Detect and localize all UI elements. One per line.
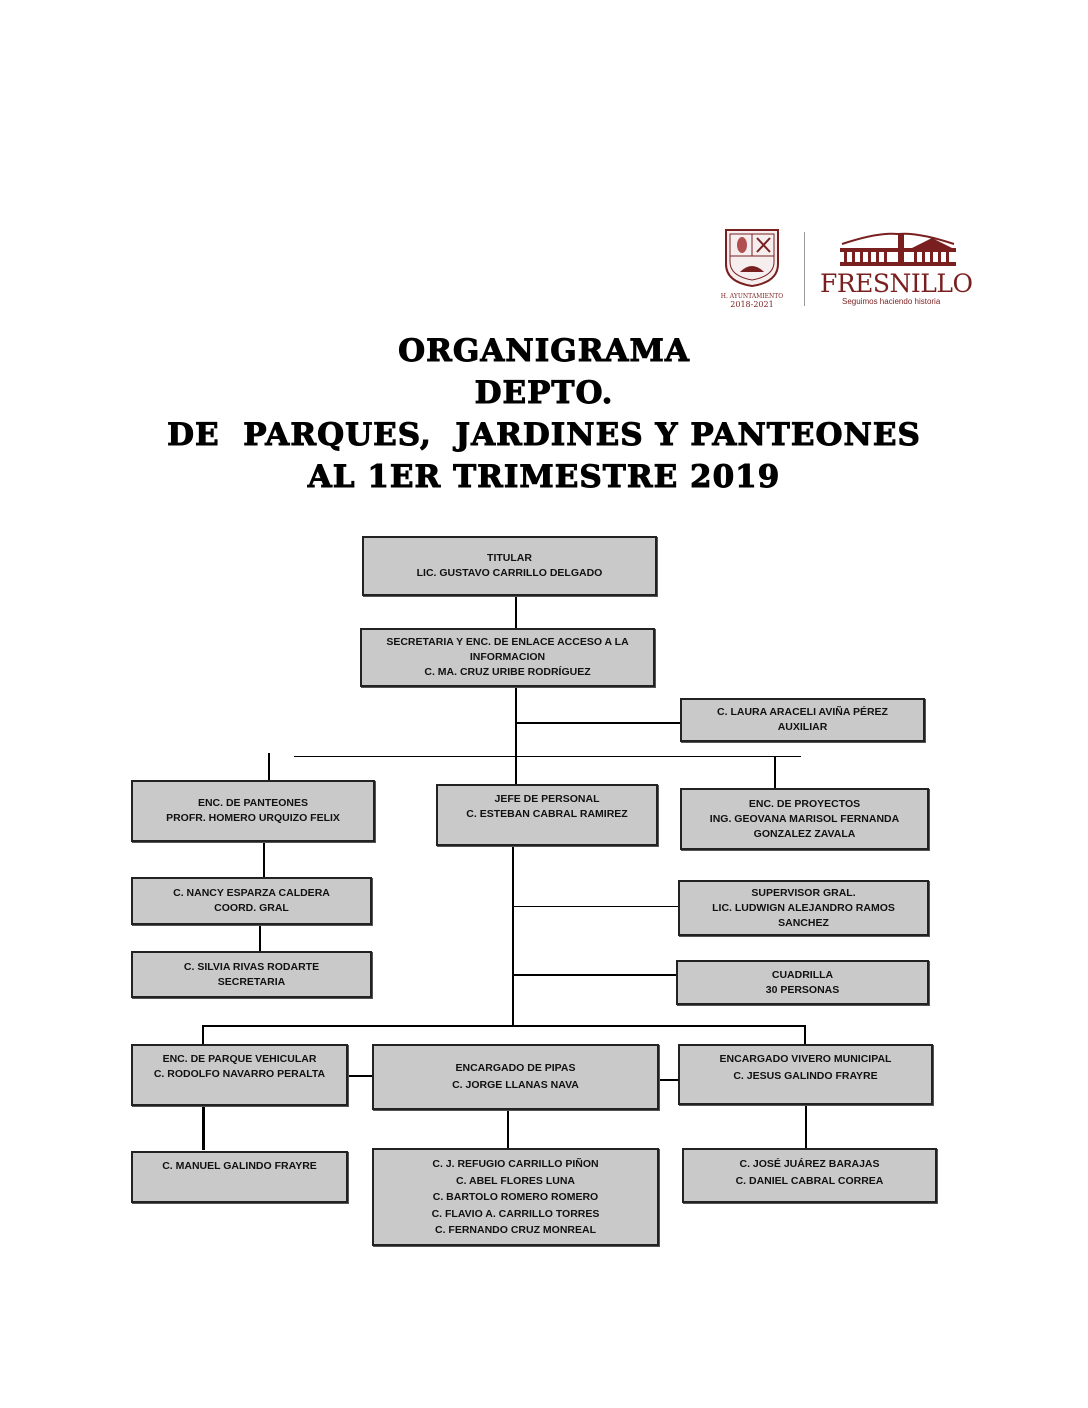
box-line: LIC. LUDWIGN ALEJANDRO RAMOS (712, 901, 895, 914)
box-line: C. RODOLFO NAVARRO PERALTA (153, 1068, 326, 1080)
box-line: JEFE DE PERSONAL (494, 793, 600, 805)
connector-line (263, 842, 265, 877)
box-line: C. ESTEBAN CABRAL RAMIREZ (466, 808, 628, 820)
box-pipas-staff (372, 1148, 659, 1246)
connector-line (515, 596, 517, 628)
box-line: C. DANIEL CABRAL CORREA (735, 1175, 884, 1187)
box-line: SUPERVISOR GRAL. (751, 886, 856, 899)
box-coord (131, 877, 372, 925)
ayuntamiento-seal-logo (720, 226, 784, 310)
connector-line (515, 687, 517, 784)
title-line: DEPTO. (474, 375, 614, 411)
box-line: C. ABEL FLORES LUNA (455, 1174, 575, 1187)
box-line: ING. GEOVANA MARISOL FERNANDA (709, 812, 900, 825)
box-line: SANCHEZ (778, 916, 829, 929)
box-cuadrilla (676, 960, 929, 1005)
connector-line (804, 1025, 806, 1044)
box-supervisor (678, 880, 929, 936)
box-line: CUADRILLA (771, 968, 834, 981)
connector-line (516, 722, 680, 724)
connector-line (259, 925, 261, 951)
logo-divider (804, 232, 805, 306)
title-line: DE PARQUES, JARDINES Y PANTEONES (167, 417, 921, 453)
building-icon (838, 230, 958, 266)
brand-name: FRESNILLO (820, 269, 973, 298)
connector-line (202, 1106, 205, 1150)
connector-line (294, 756, 801, 757)
box-line: C. NANCY ESPARZA CALDERA (173, 887, 330, 899)
connector-line (202, 1025, 806, 1027)
box-auxiliar (680, 698, 925, 742)
box-secretaria2 (131, 951, 372, 998)
box-line: C. JORGE LLANAS NAVA (452, 1079, 579, 1091)
box-panteones (131, 780, 375, 842)
connector-line (513, 906, 678, 907)
box-proyectos (680, 788, 929, 850)
box-line: GONZALEZ ZAVALA (753, 827, 856, 840)
box-line: C. FERNANDO CRUZ MONREAL (435, 1224, 596, 1236)
box-line: C. SILVIA RIVAS RODARTE (183, 960, 320, 973)
seal-years: 2018-2021 (730, 300, 774, 309)
connector-line (512, 846, 514, 1027)
box-line: C. JESUS GALINDO FRAYRE (733, 1070, 878, 1082)
box-line: C. J. REFUGIO CARRILLO PIÑON (432, 1158, 599, 1170)
connector-line (659, 1079, 678, 1081)
brand-slogan: Seguimos haciendo historia (842, 297, 941, 306)
box-line: C. FLAVIO A. CARRILLO TORRES (431, 1207, 600, 1220)
box-titular (362, 536, 657, 596)
box-line: SECRETARIA Y ENC. DE ENLACE ACCESO A LA (386, 636, 629, 648)
box-line: ENCARGADO DE PIPAS (455, 1062, 576, 1074)
title-line: AL 1ER TRIMESTRE 2019 (307, 459, 781, 495)
box-vehicular (131, 1044, 348, 1106)
connector-line (513, 974, 676, 976)
connector-line (268, 753, 270, 780)
box-pipas (372, 1044, 659, 1110)
box-line: AUXILIAR (777, 721, 828, 733)
box-jefe-personal (436, 784, 658, 846)
seal-icon (720, 226, 784, 288)
box-line: C. LAURA ARACELI AVIÑA PÉREZ (717, 706, 888, 718)
title-line: ORGANIGRAMA (398, 333, 690, 369)
box-line: C. BARTOLO ROMERO ROMERO (432, 1191, 599, 1203)
connector-line (774, 756, 776, 788)
box-line: 30 PERSONAS (765, 983, 840, 996)
seal-text: H. AYUNTAMIENTO (720, 293, 784, 300)
connector-line (202, 1025, 204, 1044)
connector-line (805, 1105, 807, 1148)
box-line: ENC. DE PARQUE VEHICULAR (162, 1053, 317, 1065)
box-vivero (678, 1044, 933, 1105)
box-secretaria (360, 628, 655, 687)
box-vivero-staff (682, 1148, 937, 1203)
box-line: C. MA. CRUZ URIBE RODRÍGUEZ (424, 666, 591, 678)
box-line: SECRETARIA (217, 975, 286, 988)
box-line: INFORMACION (469, 651, 546, 663)
box-line: COORD. GRAL (214, 902, 289, 914)
box-line: TITULAR (487, 552, 532, 564)
box-line: ENC. DE PANTEONES (197, 797, 309, 809)
connector-line (348, 1075, 372, 1077)
box-line: ENC. DE PROYECTOS (748, 797, 861, 810)
box-line: LIC. GUSTAVO CARRILLO DELGADO (416, 567, 603, 579)
fresnillo-logo (820, 230, 973, 306)
page-title (0, 330, 1088, 498)
box-line: C. MANUEL GALINDO FRAYRE (162, 1160, 317, 1172)
box-vehicular-staff (131, 1151, 348, 1203)
box-line: PROFR. HOMERO URQUIZO FELIX (166, 812, 340, 824)
box-line: ENCARGADO VIVERO MUNICIPAL (719, 1053, 892, 1065)
box-line: C. JOSÉ JUÁREZ BARAJAS (739, 1158, 880, 1170)
connector-line (507, 1110, 509, 1148)
